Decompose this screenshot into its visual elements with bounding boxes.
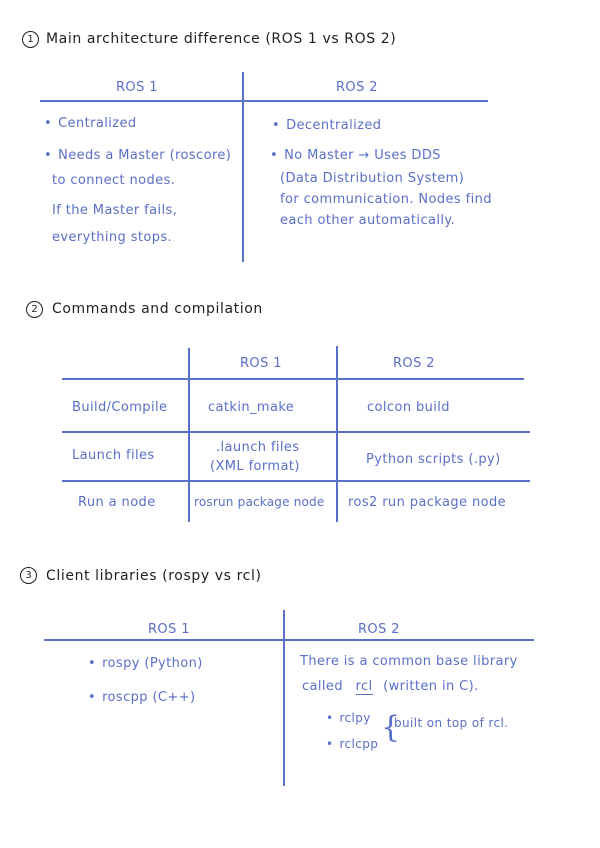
section3-ros2-line2-pre: called xyxy=(302,679,343,694)
section1-ros2-bullet2-cont1: (Data Distribution System) xyxy=(280,171,465,186)
section1-number: 1 xyxy=(22,31,39,48)
section1-ros1-bullet1: • Centralized xyxy=(44,116,137,131)
section1-col2-header: ROS 2 xyxy=(336,80,378,95)
section2-row1-ros1: catkin_make xyxy=(208,400,295,415)
section1-col1-header: ROS 1 xyxy=(116,80,158,95)
section2-col-ros1: ROS 1 xyxy=(240,356,282,371)
section3-ros1-bullet1: • rospy (Python) xyxy=(88,656,203,671)
section3-column-divider xyxy=(283,610,285,786)
section2-row2-ros1-line2: (XML format) xyxy=(210,459,300,474)
section2-row3-ros1: rosrun package node xyxy=(194,495,325,509)
section2-row3-ros2: ros2 run package node xyxy=(348,495,507,510)
section3-title: Client libraries (rospy vs rcl) xyxy=(46,568,262,584)
section3-ros2-line1: There is a common base library xyxy=(300,654,518,669)
section3-ros2-sub2: • rclcpp xyxy=(326,737,378,751)
section1-ros1-bullet2: • Needs a Master (roscore) xyxy=(44,148,231,163)
section3-col1-header: ROS 1 xyxy=(148,622,190,637)
section2-row2-ros1-line1: .launch files xyxy=(216,440,300,455)
section2-row1-label: Build/Compile xyxy=(72,400,168,415)
section1-ros2-bullet2: • No Master → Uses DDS xyxy=(270,148,441,163)
section3-col2-header: ROS 2 xyxy=(358,622,400,637)
section2-col-ros2: ROS 2 xyxy=(393,356,435,371)
section2-row3-label: Run a node xyxy=(78,495,156,510)
section2-row2-label: Launch files xyxy=(72,448,155,463)
section3-ros2-sub1: • rclpy xyxy=(326,711,371,725)
section1-ros1-note1: If the Master fails, xyxy=(52,203,178,218)
section2-number: 2 xyxy=(26,301,43,318)
section1-header-rule xyxy=(40,100,488,102)
section3-rcl-highlight: rcl xyxy=(355,679,373,694)
section1-ros1-note2: everything stops. xyxy=(52,230,173,245)
section2-row-rule-1 xyxy=(62,431,530,433)
section3-header-rule xyxy=(44,639,534,641)
section1-column-divider xyxy=(242,72,244,262)
section1-title: Main architecture difference (ROS 1 vs ROS 2) xyxy=(46,31,397,47)
section2-row2-ros2: Python scripts (.py) xyxy=(366,452,501,467)
section1-ros2-bullet2-cont3: each other automatically. xyxy=(280,213,456,228)
section3-ros2-line2-post: (written in C). xyxy=(383,679,479,694)
section2-row1-ros2: colcon build xyxy=(367,400,450,415)
section2-title: Commands and compilation xyxy=(52,301,263,317)
section3-ros1-bullet2: • roscpp (C++) xyxy=(88,690,195,705)
section2-row-rule-2 xyxy=(62,480,530,482)
section3-brace-note: built on top of rcl. xyxy=(394,716,509,730)
section1-ros2-bullet2-cont2: for communication. Nodes find xyxy=(280,192,492,207)
curly-brace-icon: { xyxy=(381,710,401,745)
section3-ros2-line2 xyxy=(302,679,479,694)
section2-col-divider-1 xyxy=(188,348,190,522)
section2-col-divider-2 xyxy=(336,346,338,522)
section3-number: 3 xyxy=(20,567,37,584)
section1-ros2-bullet1: • Decentralized xyxy=(272,118,381,133)
section1-ros1-bullet2-cont: to connect nodes. xyxy=(52,173,176,188)
section2-header-rule xyxy=(62,378,524,380)
